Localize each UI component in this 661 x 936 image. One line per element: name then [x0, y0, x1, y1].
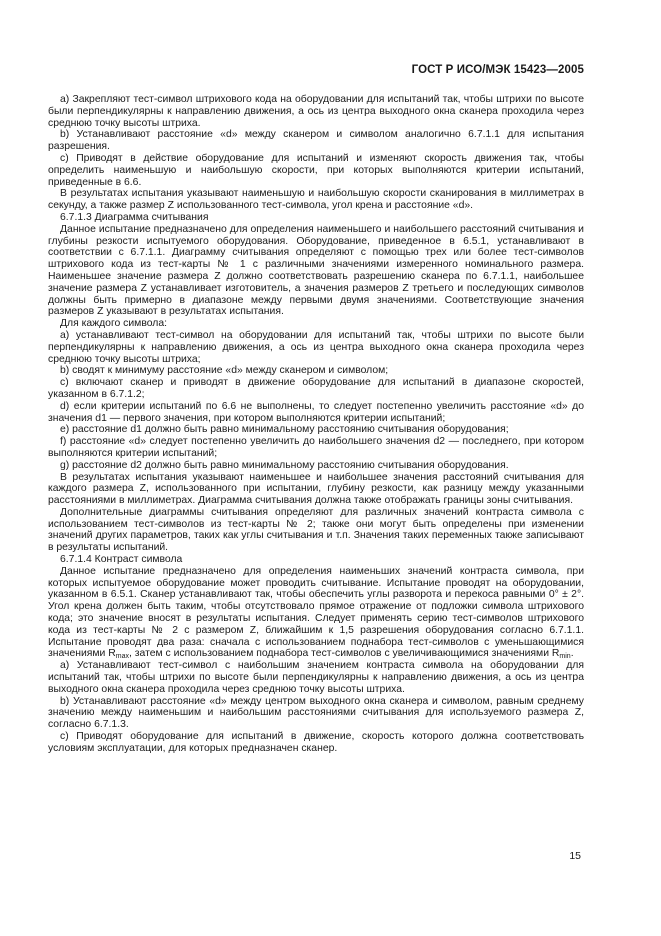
list-item: c) включают сканер и приводят в движение оборудование для испытаний в диапазоне скоростей, указанном в 6.7.1.2; — [48, 377, 584, 400]
subscript-min: min — [559, 653, 571, 661]
list-item: g) расстояние d2 должно быть равно минимальному расстоянию считывания оборудования. — [60, 459, 509, 471]
paragraph: Для каждого символа: — [60, 318, 168, 330]
paragraph: В результатах испытания указывают наименьшую и наибольшую скорости сканирования в миллиметрах в секунду, а также размер Z использованного тест-символа, угол крена и расстояние «d». — [48, 188, 584, 212]
subscript-max: max — [115, 653, 129, 661]
list-item: c) Приводят оборудование для испытаний в движение, скорость которого должна соответствовать условиям эксплуатации, для которых предназначен сканер. — [48, 731, 584, 754]
paragraph-text: , затем с использованием поднабора тест-символов с увеличивающимися значениями R — [129, 648, 560, 660]
paragraph-text: Данное испытание предназначено для определения наименьших значений контраста символа, при которых испытуемое оборудование может проводить считывание. Испытание проводят на оборудовании, указанном в 6.5.1. Сканер устанавливают так, чтобы обеспечить углы разворота и перекоса равными 0° ± 2°. Угол крена должен быть таким, чтобы отсутствовало прямое отражение от подложки символа штрихового кода; это значение вносят в результаты испытания. Следует применять серию тест-символов штрихового кода из тест-карты № 2 с размером Z, ближайшим к 1,5 разрешения оборудования согласно 6.7.1.1. Испытание проводят два раза: сначала с использованием поднабора тест-символов с уменьшающимися значениями R — [48, 565, 584, 660]
document-code: ГОСТ Р ИСО/МЭК 15423—2005 — [411, 64, 584, 76]
paragraph: c) Приводят в действие оборудование для испытаний и изменяют скорость движения так, чтобы определить наименьшую и наибольшую скорости, при которых выполняются критерии испытаний, приведенные в 6.6. — [48, 152, 584, 188]
list-item: f) расстояние «d» следует постепенно увеличить до наибольшего значения d2 — последнего, при котором выполняются критерии испытаний; — [48, 436, 584, 459]
paragraph: Данное испытание предназначено для определения наименьшего и наибольшего расстояний считывания и глубины резкости испытуемого оборудования. Оборудование, приведенное в 6.5.1, устанавливают в соответствии с 6.7.1.1. Диаграмму считывания определяют с помощью трех или более тест-символов штрихового кода из тест-карты № 1 с различными значениями измеренного номинального размера. Наименьшее значение размера Z должно соответствовать разрешению сканера по 6.7.1.1, наибольшее значение размера Z устанавливает изготовитель, а значения размеров Z третьего и последующих символов должны быть примерно в диапазоне между первыми двумя значениями. Соответствующие значения размеров Z указывают в результатах испытания. — [48, 223, 584, 318]
section-heading: 6.7.1.4 Контраст символа — [60, 554, 183, 566]
page-number: 15 — [569, 850, 581, 862]
list-item: b) Устанавливают расстояние «d» между центром выходного окна сканера и символом, равным среднему значению между наименьшим и наибольшим расстояниями считывания для используемого размера Z, согласно 6.7.1.3. — [48, 695, 584, 731]
list-item: d) если критерии испытаний по 6.6 не выполнены, то следует постепенно увеличить расстояние «d» до значения d1 — первого значения, при котором выполняются критерии испытаний; — [48, 400, 584, 424]
document-body — [48, 94, 584, 755]
list-item: b) сводят к минимуму расстояние «d» между сканером и символом; — [60, 365, 389, 377]
paragraph: Дополнительные диаграммы считывания определяют для различных значений контраста символа с использованием тест-символов из тест-карты № 2; также они могут быть определены при изменении значений других параметров, таких как углы считывания и т.п. Значения таких переменных также записывают в результаты испытаний. — [48, 506, 584, 554]
paragraph-text: . — [570, 648, 574, 660]
paragraph: а) Закрепляют тест-символ штрихового кода на оборудовании для испытаний так, чтобы штрихи по высоте были перпендикулярны к направлению движения, а ось из центра выходного окна сканера проходила через среднюю точку высоты штриха. — [48, 94, 584, 129]
section-heading: 6.7.1.3 Диаграмма считывания — [60, 211, 209, 223]
paragraph: b) Устанавливают расстояние «d» между сканером и символом аналогично 6.7.1.1 для испытания разрешения. — [48, 129, 584, 153]
list-item: a) Устанавливают тест-символ с наибольшим значением контраста символа на оборудовании для испытаний так, чтобы штрихи по высоте были перпендикулярны к направлению движения, а ось из центра выходного окна сканера проходила через среднюю точку высоты штриха. — [48, 660, 584, 695]
paragraph — [48, 566, 584, 660]
list-item: a) устанавливают тест-символ на оборудовании для испытаний так, чтобы штрихи по высоте были перпендикулярны к направлению движения, а ось из центра выходного окна сканера проходила через среднюю точку высоты штриха; — [48, 329, 584, 365]
paragraph: В результатах испытания указывают наименьшее и наибольшее значения расстояний считывания для каждого размера Z, использованного при испытании, глубину резкости, как разницу между указанными расстояниями в миллиметрах. Диаграмма считывания должна также отображать границы зоны считывания. — [48, 471, 584, 507]
list-item: e) расстояние d1 должно быть равно минимальному расстоянию считывания оборудования; — [60, 424, 509, 436]
